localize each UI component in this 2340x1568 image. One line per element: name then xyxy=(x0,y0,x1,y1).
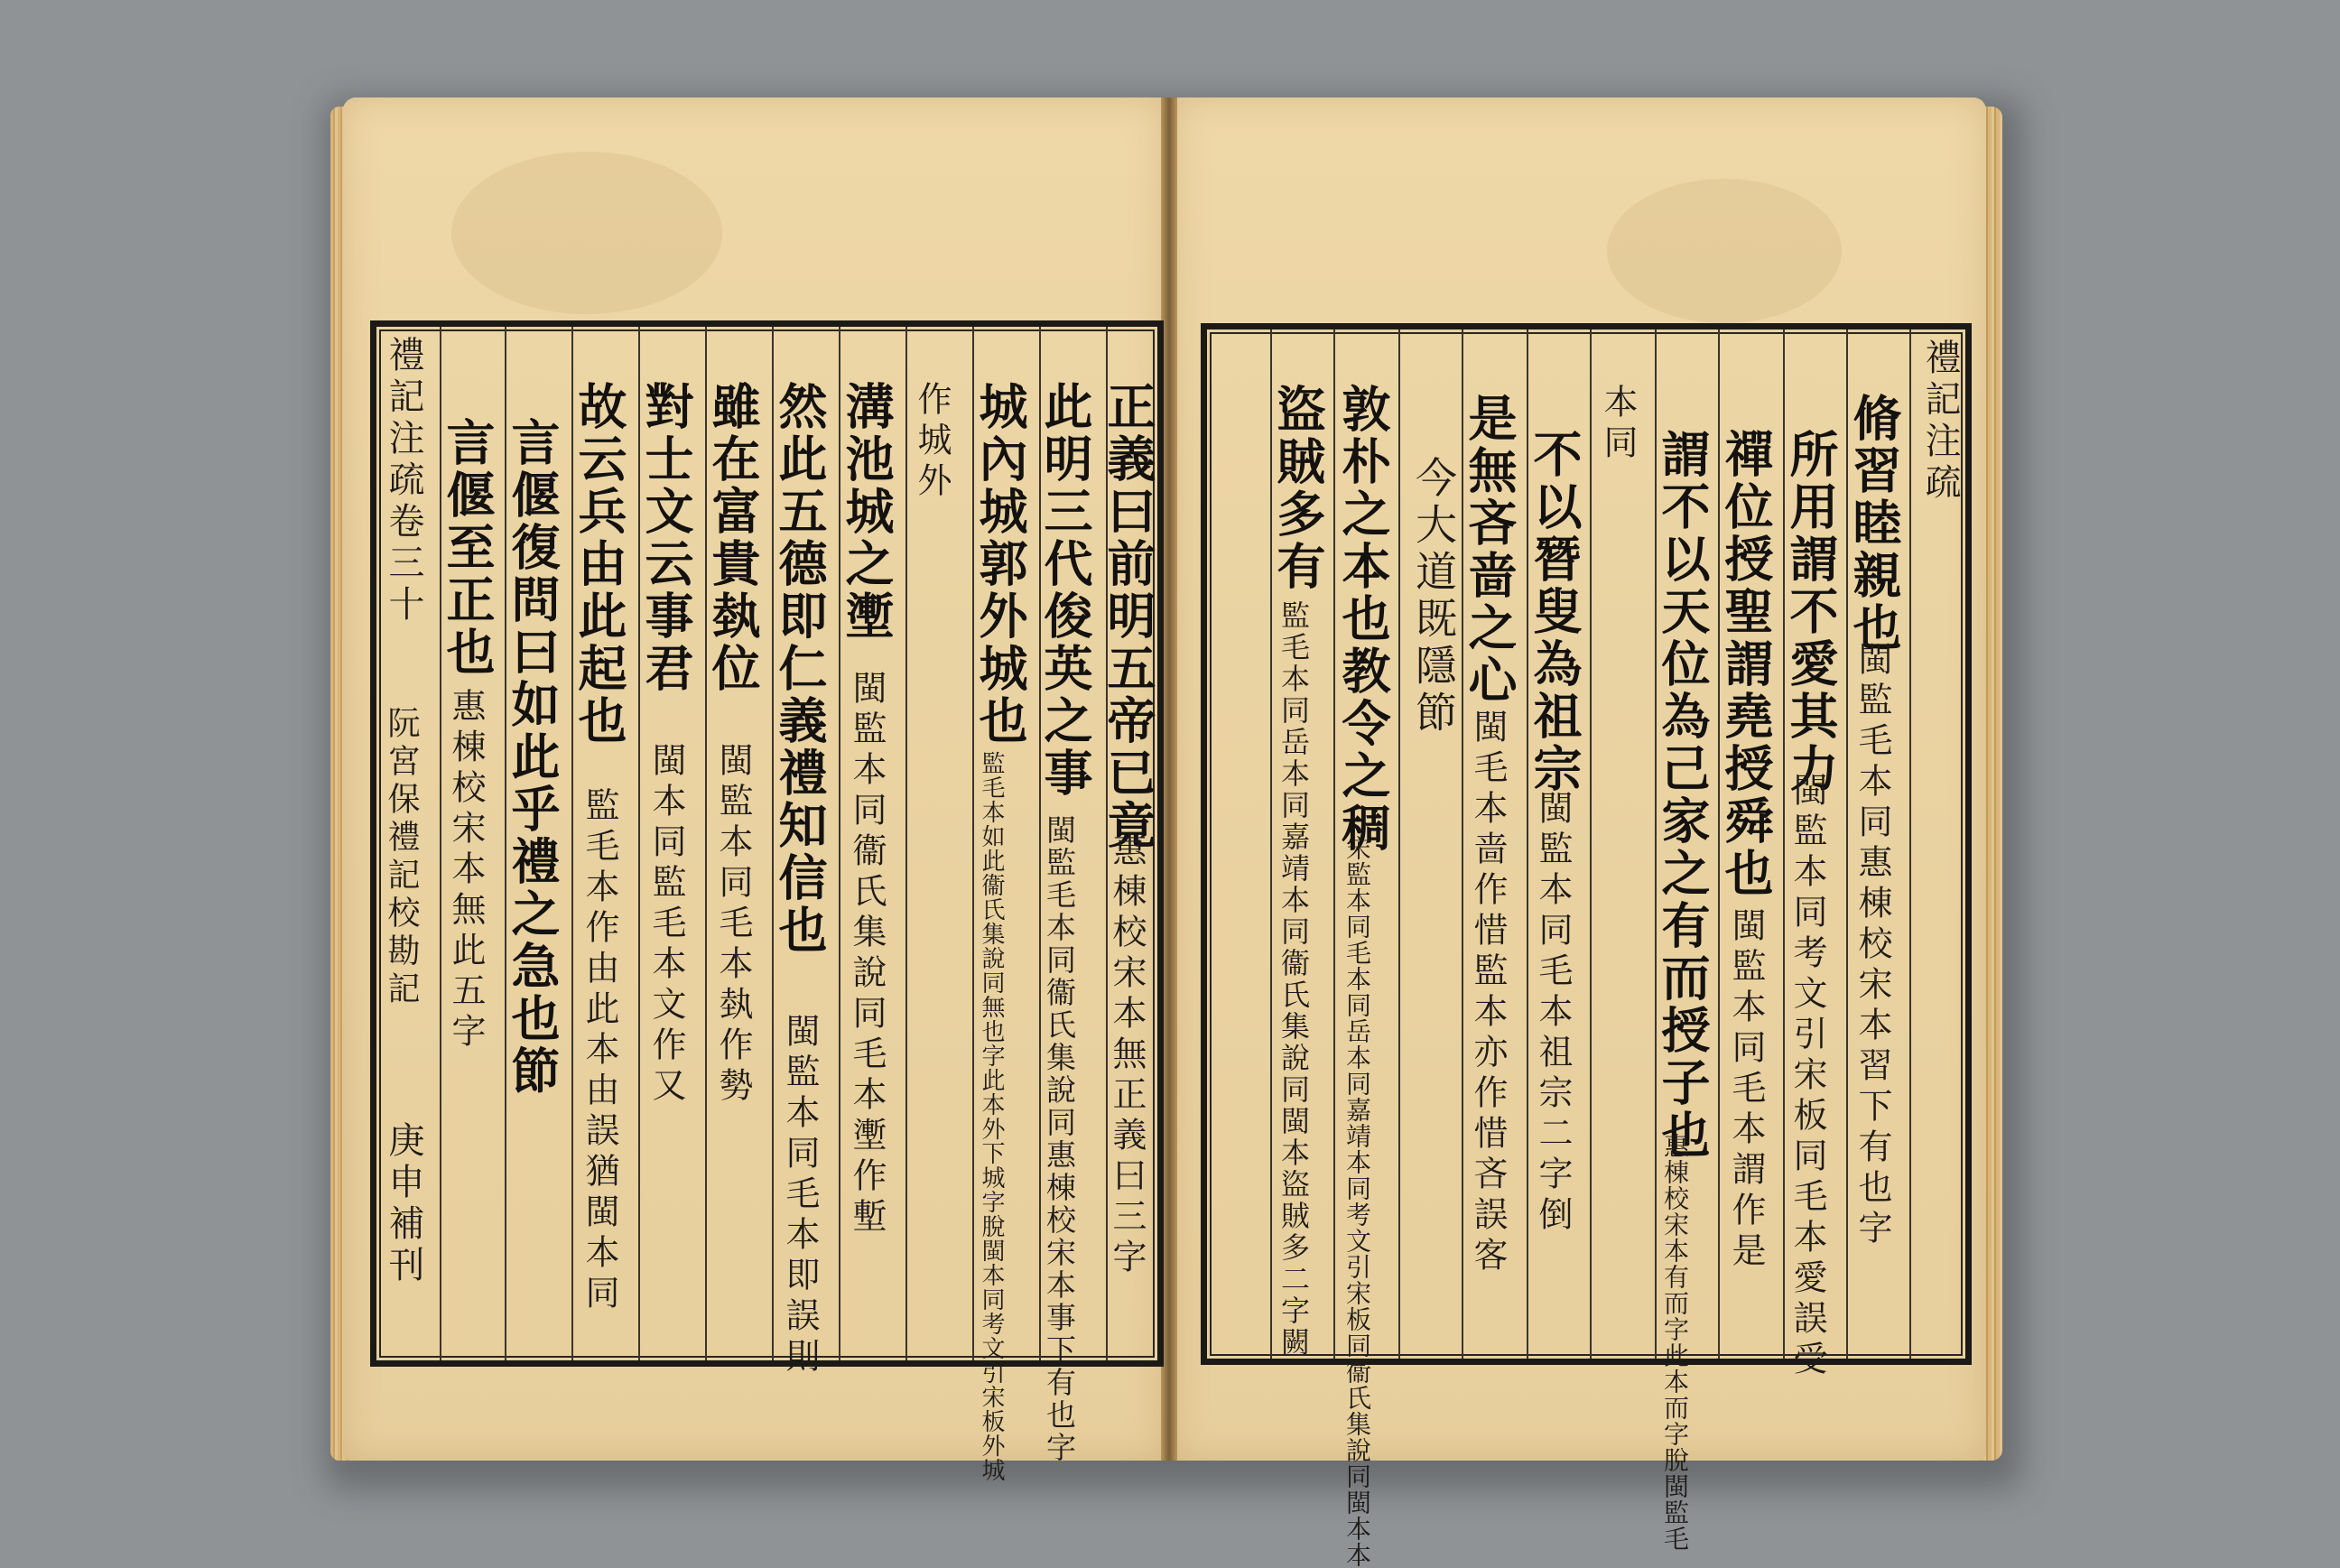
main-text: 言偃至正也 xyxy=(439,417,497,679)
annotation-text: 閩監本同衞氏集說同毛本壍作塹 xyxy=(847,670,887,1239)
main-text: 溝池城之壍 xyxy=(838,381,896,643)
main-text: 禪位授聖謂堯授舜也 xyxy=(1717,429,1775,900)
column-rule xyxy=(1398,329,1400,1359)
margin-subtitle: 阮宮保禮記校勘記 xyxy=(383,706,420,1009)
column-rule xyxy=(905,327,907,1360)
annotation-text: 本同 xyxy=(1598,384,1638,465)
left-text-frame xyxy=(370,320,1164,1482)
main-text: 故云兵由此起也 xyxy=(571,381,628,747)
annotation-text: 監毛本同岳本同嘉靖本同衞氏集說同閩本盜賊多二字闕 xyxy=(1277,600,1311,1359)
main-text: 城內城郭外城也 xyxy=(971,381,1029,747)
annotation-text: 惠棟校宋本有而字此本而字脫閩監毛 xyxy=(1660,1133,1690,1552)
annotation-text: 閩監本同毛本埶作勢 xyxy=(713,742,753,1108)
annotation-text: 作城外 xyxy=(912,381,952,503)
main-text: 正義曰前明五帝已竟 xyxy=(1100,381,1157,852)
main-text: 言偃復問曰如此乎禮之急也節 xyxy=(504,417,562,1098)
right-text-frame xyxy=(1201,323,1972,1568)
annotation-text: 宋監本同毛本同岳本同嘉靖本同考文引宋板同衞氏集說同閩本本 xyxy=(1342,835,1372,1568)
margin-title: 禮記注疏 xyxy=(1919,339,1961,505)
annotation-text: 閩監本同毛本謂作是 xyxy=(1726,907,1766,1273)
column-rule xyxy=(1909,329,1911,1359)
main-text: 是無吝啬之心 xyxy=(1461,393,1518,707)
main-text: 此明三代俊英之事 xyxy=(1036,381,1094,800)
main-text: 所用謂不愛其力 xyxy=(1782,429,1840,795)
annotation-text: 閩監毛本同衞氏集說同惠棟校宋本事下有也字 xyxy=(1042,814,1077,1464)
annotation-text: 閩監毛本同惠棟校宋本習下有也字 xyxy=(1852,641,1892,1250)
main-text: 謂不以天位為己家之有而授子也 xyxy=(1654,429,1712,1162)
annotation-text: 閩毛本啬作惜監本亦作惜吝誤客 xyxy=(1468,709,1508,1277)
main-text: 對士文云事君 xyxy=(637,381,695,695)
column-rule xyxy=(1590,329,1592,1359)
annotation-text: 惠棟校宋本無此五字 xyxy=(446,688,486,1053)
main-text: 不以朁叟為祖宗 xyxy=(1526,429,1583,795)
annotation-text: 惠棟校宋本無正義曰三字 xyxy=(1107,832,1147,1279)
main-text: 盜賊多有 xyxy=(1269,384,1327,593)
annotation-text: 監毛本如此衞氏集說同無也字此本外下城字脫閩本同考文引宋板外城 xyxy=(978,751,1005,1482)
margin-footer: 庚申補刊 xyxy=(383,1121,424,1287)
annotation-text: 閩監本同毛本祖宗二字倒 xyxy=(1533,790,1573,1237)
section-heading: 今大道既隱節 xyxy=(1409,456,1458,738)
annotation-text: 監毛本作由此本由誤猶閩本同 xyxy=(580,787,619,1315)
annotation-text: 閩監本同毛本即誤則 xyxy=(780,1013,820,1378)
annotation-text: 閩本同監毛本文作又 xyxy=(646,742,686,1108)
main-text: 雖在富貴埶位 xyxy=(704,381,762,695)
paper-stain xyxy=(451,152,722,314)
annotation-text: 閩監本同考文引宋板同毛本愛誤受 xyxy=(1788,772,1827,1381)
paper-stain xyxy=(1607,179,1842,323)
margin-title: 禮記注疏卷三十 xyxy=(383,336,424,626)
main-text: 敦朴之本也教令之稠 xyxy=(1334,384,1392,855)
main-text: 脩習睦親也 xyxy=(1845,393,1903,654)
main-text: 然此五德即仁義禮知信也 xyxy=(771,381,829,957)
